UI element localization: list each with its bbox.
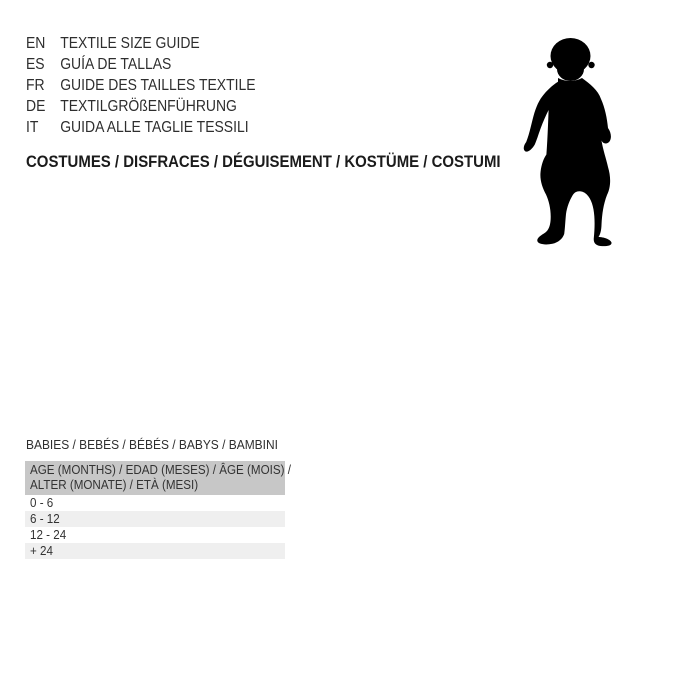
- language-code: FR: [26, 77, 45, 94]
- language-row: [26, 117, 256, 138]
- language-label: GUÍA DE TALLAS: [60, 56, 172, 73]
- table-header: [25, 461, 291, 495]
- age-range-cell: 12 - 24: [30, 528, 67, 542]
- language-code: IT: [26, 119, 39, 136]
- age-range-cell: 6 - 12: [30, 512, 60, 526]
- baby-silhouette-icon: [522, 38, 614, 248]
- section-title-babies: BABIES / BEBÉS / BÉBÉS / BABYS / BAMBINI: [26, 437, 278, 452]
- language-label: GUIDA ALLE TAGLIE TESSILI: [60, 119, 249, 136]
- language-row: [26, 54, 256, 75]
- language-label: GUIDE DES TAILLES TEXTILE: [60, 77, 256, 94]
- language-row: [26, 75, 256, 96]
- language-list: [26, 33, 256, 138]
- table-row: [25, 527, 285, 543]
- table-header-line: AGE (MONTHS) / EDAD (MESES) / ÂGE (MOIS) /: [30, 463, 291, 477]
- table-row: [25, 543, 285, 559]
- language-code: DE: [26, 98, 46, 115]
- language-code: ES: [26, 56, 45, 73]
- language-label: TEXTILGRÖßENFÜHRUNG: [60, 98, 237, 115]
- age-range-cell: + 24: [30, 544, 53, 558]
- age-range-cell: 0 - 6: [30, 496, 54, 510]
- language-label: TEXTILE SIZE GUIDE: [60, 35, 200, 52]
- language-row: [26, 96, 256, 117]
- language-row: [26, 33, 256, 54]
- table-row: [25, 511, 285, 527]
- age-size-table: [25, 461, 291, 559]
- table-row: [25, 495, 285, 511]
- category-title: COSTUMES / DISFRACES / DÉGUISEMENT / KOSTÜME / COSTUMI: [26, 152, 501, 171]
- table-header-line: ALTER (MONATE) / ETÀ (MESI): [30, 478, 199, 492]
- language-code: EN: [26, 35, 46, 52]
